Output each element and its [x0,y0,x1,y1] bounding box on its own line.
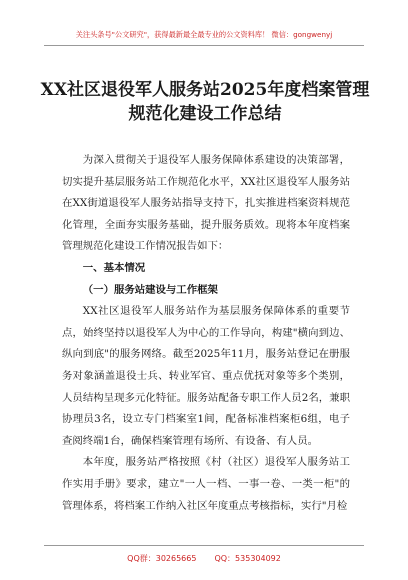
subsection-heading: （一）服务站建设与工作框架 [82,283,218,296]
intro-paragraph: 为深入贯彻关于退役军人服务保障体系建设的决策部署，切实提升基层服务站工作规范化水平，XX社区退役军人服务站在XX街道退役军人服务站指导支持下，扎实推进档案资料规范化管理，全面夯实服务基础，提升服务质效。现将本年度档案管理规范化建设工作情况报告如下： [62,154,350,253]
document-title: XX社区退役军人服务站2025年度档案管理规范化建设工作总结 [40,80,370,124]
footer [0,553,408,564]
header-banner: 关注头条号"公文研究"，获得最新最全最专业的公文资料库！ 微信：gongwenyj [75,30,333,39]
body-paragraph: XX社区退役军人服务站作为基层服务保障体系的重要节点，始终坚持以退役军人为中心的工作导向，构建"横向到边、纵向到底"的服务网络。截至2025年11月，服务站登记在册服务对象涵盖退役士兵、转业军官、重点优抚对象等多个类别，人员结构呈现多元化特征。服务站配备专职工作人员2名，兼职协理员3名，设立专门档案室1间，配备标准档案柜6组，电子查阅终端1台，确保档案管理有场所、有设备、有人员。 [62,305,350,447]
document-body [62,150,350,517]
footer-divider [44,545,364,546]
section-heading: 一、基本情况 [82,261,146,274]
footer-qq-group: QQ群：30265665 [127,554,197,563]
header-divider [44,45,364,46]
footer-qq: QQ：535304092 [214,554,281,563]
body-paragraph: 本年度，服务站严格按照《村（社区）退役军人服务站工作实用手册》要求，建立"一人一档、一事一卷、一类一柜"的管理体系，将档案工作纳入社区年度重点考核指标，实行"月检 [62,456,350,512]
